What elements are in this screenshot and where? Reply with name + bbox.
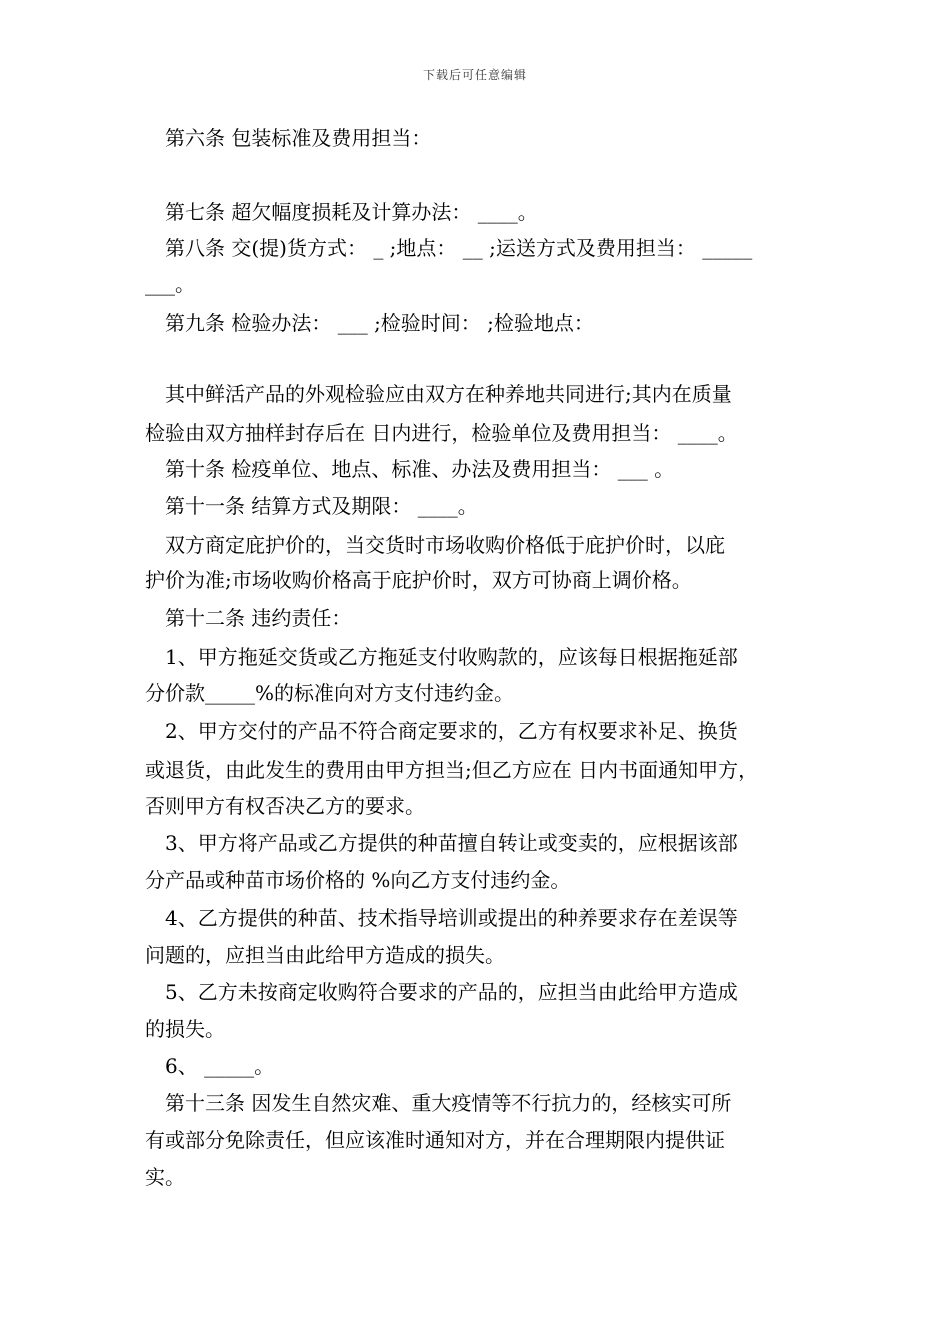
clause-2-line-3: 否则甲方有权否决乙方的要求。	[145, 794, 425, 818]
article-10-line: 第十条 检疫单位、地点、标准、办法及费用担当： ___ 。	[165, 457, 675, 481]
clause-5-line-1: 5、乙方未按商定收购符合要求的产品的，应担当由此给甲方造成	[165, 980, 738, 1004]
article-13-line-1: 第十三条 因发生自然灾难、重大疫情等不行抗力的，经核实可所	[165, 1091, 732, 1115]
article-6-line: 第六条 包装标准及费用担当：	[165, 126, 432, 150]
price-paragraph-line-1: 双方商定庇护价的，当交货时市场收购价格低于庇护价时，以庇	[165, 533, 725, 557]
inspection-paragraph-line-1: 其中鲜活产品的外观检验应由双方在种养地共同进行;其内在质量	[165, 382, 732, 406]
page-header: 下载后可任意编辑	[422, 68, 527, 82]
article-9-line: 第九条 检验办法： ___ ;检验时间： ;检验地点：	[165, 311, 594, 335]
price-paragraph-line-2: 护价为准;市场收购价格高于庇护价时，双方可协商上调价格。	[145, 568, 692, 592]
article-12-line: 第十二条 违约责任：	[165, 606, 352, 630]
clause-4-line-1: 4、乙方提供的种苗、技术指导培训或提出的种养要求存在差误等	[165, 906, 738, 930]
article-11-line: 第十一条 结算方式及期限： ____。	[165, 494, 478, 518]
article-7-line: 第七条 超欠幅度损耗及计算办法： ____。	[165, 200, 538, 224]
clause-2-line-1: 2、甲方交付的产品不符合商定要求的，乙方有权要求补足、换货	[165, 719, 738, 743]
article-8-line: 第八条 交(提)货方式： _ ;地点： __ ;运送方式及费用担当： _____	[165, 236, 753, 260]
clause-1-line-2: 分价款_____%的标准向对方支付违约金。	[145, 681, 515, 705]
clause-5-line-2: 的损失。	[145, 1017, 225, 1041]
clause-3-line-1: 3、甲方将产品或乙方提供的种苗擅自转让或变卖的，应根据该部	[165, 831, 738, 855]
clause-1-line-1: 1、甲方拖延交货或乙方拖延支付收购款的，应该每日根据拖延部	[165, 645, 738, 669]
clause-6-line: 6、 _____。	[165, 1054, 275, 1078]
clause-2-line-2: 或退货，由此发生的费用由甲方担当;但乙方应在 日内书面通知甲方，	[145, 758, 759, 782]
clause-4-line-2: 问题的，应担当由此给甲方造成的损失。	[145, 943, 505, 967]
article-13-line-3: 实。	[145, 1165, 185, 1189]
article-13-line-2: 有或部分免除责任，但应该准时通知对方，并在合理期限内提供证	[145, 1128, 725, 1152]
clause-3-line-2: 分产品或种苗市场价格的 %向乙方支付违约金。	[145, 868, 571, 892]
article-8-line-cont: ___。	[145, 272, 195, 296]
inspection-paragraph-line-2: 检验由双方抽样封存后在 日内进行，检验单位及费用担当： ____。	[145, 421, 738, 445]
